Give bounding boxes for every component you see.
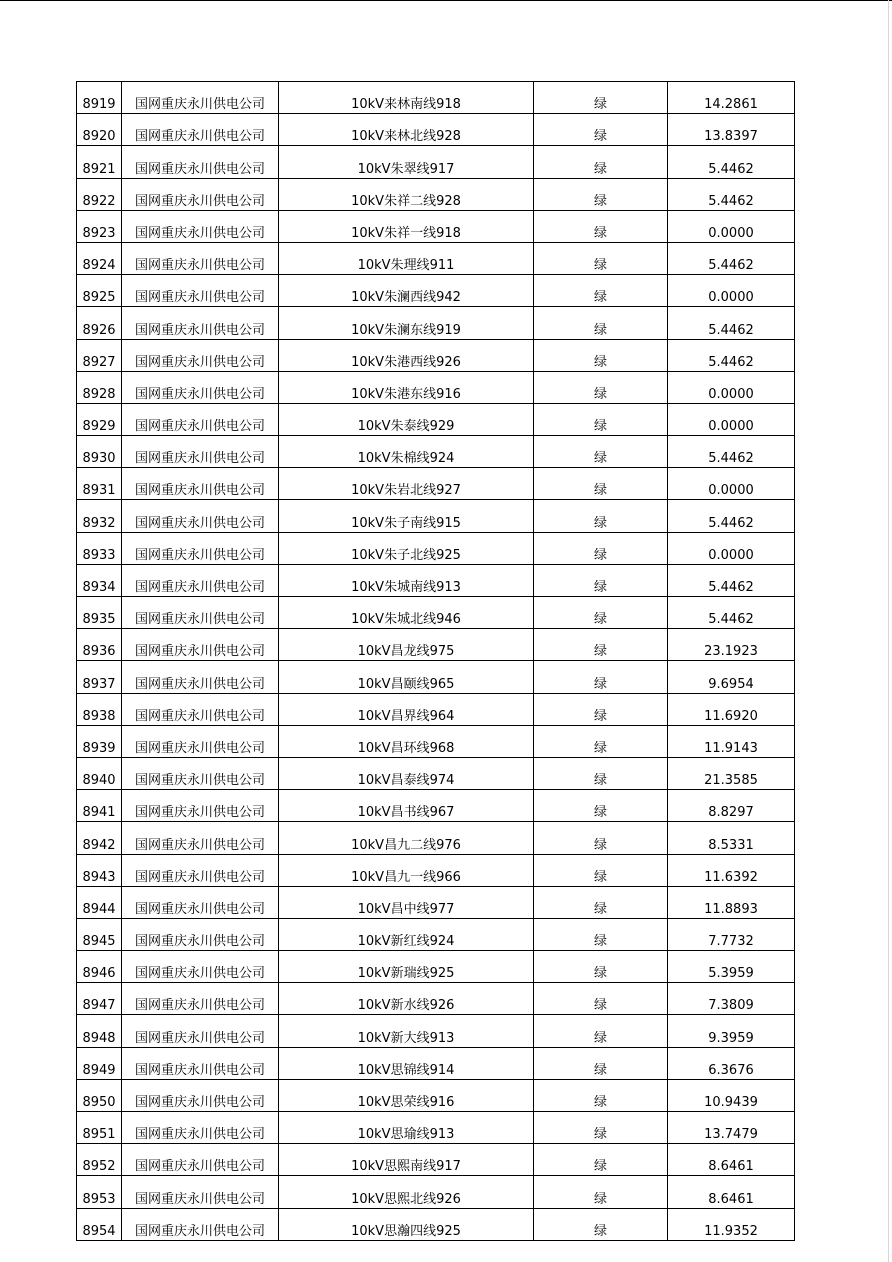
status-cell: 绿 — [534, 1176, 668, 1208]
line-name-cell: 10kV思荣线916 — [279, 1079, 534, 1111]
status-cell: 绿 — [534, 178, 668, 210]
row-number-cell: 8922 — [77, 178, 122, 210]
row-number-cell: 8951 — [77, 1112, 122, 1144]
table-row — [77, 854, 795, 886]
table-row — [77, 403, 795, 435]
status-cell: 绿 — [534, 1015, 668, 1047]
value-cell: 5.4462 — [668, 146, 795, 178]
line-name-cell: 10kV昌书线967 — [279, 790, 534, 822]
value-cell: 5.4462 — [668, 500, 795, 532]
company-cell: 国网重庆永川供电公司 — [122, 82, 279, 114]
row-number-cell: 8939 — [77, 725, 122, 757]
line-name-cell: 10kV昌九一线966 — [279, 854, 534, 886]
company-cell: 国网重庆永川供电公司 — [122, 983, 279, 1015]
status-cell: 绿 — [534, 1047, 668, 1079]
status-cell: 绿 — [534, 757, 668, 789]
table-row — [77, 339, 795, 371]
company-cell: 国网重庆永川供电公司 — [122, 1208, 279, 1240]
value-cell: 13.7479 — [668, 1112, 795, 1144]
row-number-cell: 8928 — [77, 371, 122, 403]
row-number-cell: 8919 — [77, 82, 122, 114]
company-cell: 国网重庆永川供电公司 — [122, 242, 279, 274]
company-cell: 国网重庆永川供电公司 — [122, 951, 279, 983]
table-row — [77, 468, 795, 500]
line-name-cell: 10kV新大线913 — [279, 1015, 534, 1047]
status-cell: 绿 — [534, 339, 668, 371]
line-name-cell: 10kV思瑜线913 — [279, 1112, 534, 1144]
status-cell: 绿 — [534, 629, 668, 661]
status-cell: 绿 — [534, 725, 668, 757]
value-cell: 10.9439 — [668, 1079, 795, 1111]
company-cell: 国网重庆永川供电公司 — [122, 339, 279, 371]
line-name-cell: 10kV朱城北线946 — [279, 597, 534, 629]
row-number-cell: 8944 — [77, 886, 122, 918]
line-name-cell: 10kV朱澜东线919 — [279, 307, 534, 339]
line-name-cell: 10kV昌中线977 — [279, 886, 534, 918]
line-name-cell: 10kV昌界线964 — [279, 693, 534, 725]
line-name-cell: 10kV朱子南线915 — [279, 500, 534, 532]
page-right-edge — [888, 0, 889, 1262]
row-number-cell: 8940 — [77, 757, 122, 789]
table-row — [77, 661, 795, 693]
row-number-cell: 8954 — [77, 1208, 122, 1240]
row-number-cell: 8948 — [77, 1015, 122, 1047]
status-cell: 绿 — [534, 371, 668, 403]
status-cell: 绿 — [534, 854, 668, 886]
value-cell: 0.0000 — [668, 275, 795, 307]
status-cell: 绿 — [534, 307, 668, 339]
line-name-cell: 10kV朱岩北线927 — [279, 468, 534, 500]
table-row — [77, 564, 795, 596]
table-row — [77, 629, 795, 661]
company-cell: 国网重庆永川供电公司 — [122, 854, 279, 886]
line-name-cell: 10kV朱港西线926 — [279, 339, 534, 371]
table-row — [77, 532, 795, 564]
table-row — [77, 886, 795, 918]
table-row — [77, 436, 795, 468]
line-name-cell: 10kV新瑞线925 — [279, 951, 534, 983]
company-cell: 国网重庆永川供电公司 — [122, 146, 279, 178]
value-cell: 0.0000 — [668, 403, 795, 435]
company-cell: 国网重庆永川供电公司 — [122, 790, 279, 822]
status-cell: 绿 — [534, 597, 668, 629]
row-number-cell: 8926 — [77, 307, 122, 339]
line-name-cell: 10kV来林北线928 — [279, 114, 534, 146]
row-number-cell: 8937 — [77, 661, 122, 693]
company-cell: 国网重庆永川供电公司 — [122, 468, 279, 500]
value-cell: 5.4462 — [668, 307, 795, 339]
table-row — [77, 1015, 795, 1047]
status-cell: 绿 — [534, 146, 668, 178]
row-number-cell: 8934 — [77, 564, 122, 596]
company-cell: 国网重庆永川供电公司 — [122, 532, 279, 564]
company-cell: 国网重庆永川供电公司 — [122, 564, 279, 596]
table-row — [77, 307, 795, 339]
line-name-cell: 10kV朱理线911 — [279, 242, 534, 274]
value-cell: 5.4462 — [668, 564, 795, 596]
row-number-cell: 8950 — [77, 1079, 122, 1111]
row-number-cell: 8930 — [77, 436, 122, 468]
value-cell: 8.5331 — [668, 822, 795, 854]
table-row — [77, 822, 795, 854]
company-cell: 国网重庆永川供电公司 — [122, 210, 279, 242]
table-row — [77, 114, 795, 146]
value-cell: 13.8397 — [668, 114, 795, 146]
row-number-cell: 8947 — [77, 983, 122, 1015]
value-cell: 8.6461 — [668, 1144, 795, 1176]
page-top-border — [0, 0, 892, 1]
status-cell: 绿 — [534, 275, 668, 307]
table-row — [77, 210, 795, 242]
status-cell: 绿 — [534, 242, 668, 274]
table-row — [77, 82, 795, 114]
table-row — [77, 983, 795, 1015]
line-name-cell: 10kV朱子北线925 — [279, 532, 534, 564]
line-name-cell: 10kV朱祥二线928 — [279, 178, 534, 210]
line-name-cell: 10kV思锦线914 — [279, 1047, 534, 1079]
line-name-cell: 10kV思熙北线926 — [279, 1176, 534, 1208]
value-cell: 5.4462 — [668, 436, 795, 468]
table-row — [77, 693, 795, 725]
row-number-cell: 8921 — [77, 146, 122, 178]
company-cell: 国网重庆永川供电公司 — [122, 822, 279, 854]
table-row — [77, 500, 795, 532]
table-row — [77, 1144, 795, 1176]
value-cell: 11.8893 — [668, 886, 795, 918]
line-name-cell: 10kV朱港东线916 — [279, 371, 534, 403]
value-cell: 7.3809 — [668, 983, 795, 1015]
status-cell: 绿 — [534, 693, 668, 725]
row-number-cell: 8941 — [77, 790, 122, 822]
row-number-cell: 8938 — [77, 693, 122, 725]
line-name-cell: 10kV昌环线968 — [279, 725, 534, 757]
table-row — [77, 371, 795, 403]
line-name-cell: 10kV思熙南线917 — [279, 1144, 534, 1176]
line-name-cell: 10kV朱棉线924 — [279, 436, 534, 468]
value-cell: 8.6461 — [668, 1176, 795, 1208]
status-cell: 绿 — [534, 532, 668, 564]
line-name-cell: 10kV来林南线918 — [279, 82, 534, 114]
table-row — [77, 275, 795, 307]
row-number-cell: 8949 — [77, 1047, 122, 1079]
value-cell: 0.0000 — [668, 532, 795, 564]
row-number-cell: 8923 — [77, 210, 122, 242]
table-row — [77, 146, 795, 178]
company-cell: 国网重庆永川供电公司 — [122, 275, 279, 307]
status-cell: 绿 — [534, 1079, 668, 1111]
table-body — [77, 82, 795, 1241]
line-name-cell: 10kV朱城南线913 — [279, 564, 534, 596]
value-cell: 11.6920 — [668, 693, 795, 725]
value-cell: 5.4462 — [668, 242, 795, 274]
row-number-cell: 8931 — [77, 468, 122, 500]
status-cell: 绿 — [534, 403, 668, 435]
line-name-cell: 10kV昌龙线975 — [279, 629, 534, 661]
status-cell: 绿 — [534, 82, 668, 114]
row-number-cell: 8929 — [77, 403, 122, 435]
row-number-cell: 8936 — [77, 629, 122, 661]
company-cell: 国网重庆永川供电公司 — [122, 403, 279, 435]
table-row — [77, 597, 795, 629]
value-cell: 5.4462 — [668, 178, 795, 210]
row-number-cell: 8953 — [77, 1176, 122, 1208]
status-cell: 绿 — [534, 210, 668, 242]
row-number-cell: 8942 — [77, 822, 122, 854]
status-cell: 绿 — [534, 114, 668, 146]
line-name-cell: 10kV新红线924 — [279, 918, 534, 950]
company-cell: 国网重庆永川供电公司 — [122, 693, 279, 725]
value-cell: 0.0000 — [668, 371, 795, 403]
row-number-cell: 8927 — [77, 339, 122, 371]
value-cell: 11.9352 — [668, 1208, 795, 1240]
company-cell: 国网重庆永川供电公司 — [122, 1176, 279, 1208]
line-name-cell: 10kV昌泰线974 — [279, 757, 534, 789]
value-cell: 9.3959 — [668, 1015, 795, 1047]
table-row — [77, 918, 795, 950]
table-row — [77, 178, 795, 210]
value-cell: 5.4462 — [668, 339, 795, 371]
company-cell: 国网重庆永川供电公司 — [122, 114, 279, 146]
value-cell: 5.3959 — [668, 951, 795, 983]
status-cell: 绿 — [534, 661, 668, 693]
status-cell: 绿 — [534, 886, 668, 918]
row-number-cell: 8952 — [77, 1144, 122, 1176]
company-cell: 国网重庆永川供电公司 — [122, 1112, 279, 1144]
row-number-cell: 8920 — [77, 114, 122, 146]
status-cell: 绿 — [534, 500, 668, 532]
value-cell: 7.7732 — [668, 918, 795, 950]
line-name-cell: 10kV昌颐线965 — [279, 661, 534, 693]
company-cell: 国网重庆永川供电公司 — [122, 1144, 279, 1176]
table-row — [77, 725, 795, 757]
line-name-cell: 10kV朱祥一线918 — [279, 210, 534, 242]
line-name-cell: 10kV昌九二线976 — [279, 822, 534, 854]
status-cell: 绿 — [534, 983, 668, 1015]
value-cell: 0.0000 — [668, 468, 795, 500]
table-row — [77, 1112, 795, 1144]
company-cell: 国网重庆永川供电公司 — [122, 500, 279, 532]
value-cell: 11.9143 — [668, 725, 795, 757]
company-cell: 国网重庆永川供电公司 — [122, 886, 279, 918]
line-name-cell: 10kV思瀚四线925 — [279, 1208, 534, 1240]
value-cell: 21.3585 — [668, 757, 795, 789]
company-cell: 国网重庆永川供电公司 — [122, 371, 279, 403]
value-cell: 6.3676 — [668, 1047, 795, 1079]
status-cell: 绿 — [534, 1112, 668, 1144]
row-number-cell: 8943 — [77, 854, 122, 886]
line-name-cell: 10kV朱泰线929 — [279, 403, 534, 435]
line-name-cell: 10kV新水线926 — [279, 983, 534, 1015]
table-row — [77, 951, 795, 983]
power-line-table — [76, 81, 795, 1241]
company-cell: 国网重庆永川供电公司 — [122, 597, 279, 629]
row-number-cell: 8925 — [77, 275, 122, 307]
status-cell: 绿 — [534, 790, 668, 822]
company-cell: 国网重庆永川供电公司 — [122, 436, 279, 468]
company-cell: 国网重庆永川供电公司 — [122, 1047, 279, 1079]
company-cell: 国网重庆永川供电公司 — [122, 178, 279, 210]
status-cell: 绿 — [534, 1144, 668, 1176]
value-cell: 23.1923 — [668, 629, 795, 661]
company-cell: 国网重庆永川供电公司 — [122, 757, 279, 789]
row-number-cell: 8945 — [77, 918, 122, 950]
value-cell: 9.6954 — [668, 661, 795, 693]
status-cell: 绿 — [534, 436, 668, 468]
table-row — [77, 1079, 795, 1111]
status-cell: 绿 — [534, 951, 668, 983]
value-cell: 0.0000 — [668, 210, 795, 242]
value-cell: 5.4462 — [668, 597, 795, 629]
table-row — [77, 242, 795, 274]
row-number-cell: 8946 — [77, 951, 122, 983]
status-cell: 绿 — [534, 564, 668, 596]
table-row — [77, 1176, 795, 1208]
value-cell: 8.8297 — [668, 790, 795, 822]
status-cell: 绿 — [534, 468, 668, 500]
value-cell: 11.6392 — [668, 854, 795, 886]
company-cell: 国网重庆永川供电公司 — [122, 725, 279, 757]
status-cell: 绿 — [534, 918, 668, 950]
line-name-cell: 10kV朱澜西线942 — [279, 275, 534, 307]
company-cell: 国网重庆永川供电公司 — [122, 1079, 279, 1111]
company-cell: 国网重庆永川供电公司 — [122, 661, 279, 693]
table-row — [77, 1208, 795, 1240]
line-name-cell: 10kV朱翠线917 — [279, 146, 534, 178]
table-row — [77, 1047, 795, 1079]
company-cell: 国网重庆永川供电公司 — [122, 918, 279, 950]
status-cell: 绿 — [534, 1208, 668, 1240]
company-cell: 国网重庆永川供电公司 — [122, 629, 279, 661]
row-number-cell: 8924 — [77, 242, 122, 274]
table-row — [77, 757, 795, 789]
value-cell: 14.2861 — [668, 82, 795, 114]
row-number-cell: 8935 — [77, 597, 122, 629]
row-number-cell: 8933 — [77, 532, 122, 564]
company-cell: 国网重庆永川供电公司 — [122, 307, 279, 339]
table-row — [77, 790, 795, 822]
status-cell: 绿 — [534, 822, 668, 854]
row-number-cell: 8932 — [77, 500, 122, 532]
company-cell: 国网重庆永川供电公司 — [122, 1015, 279, 1047]
